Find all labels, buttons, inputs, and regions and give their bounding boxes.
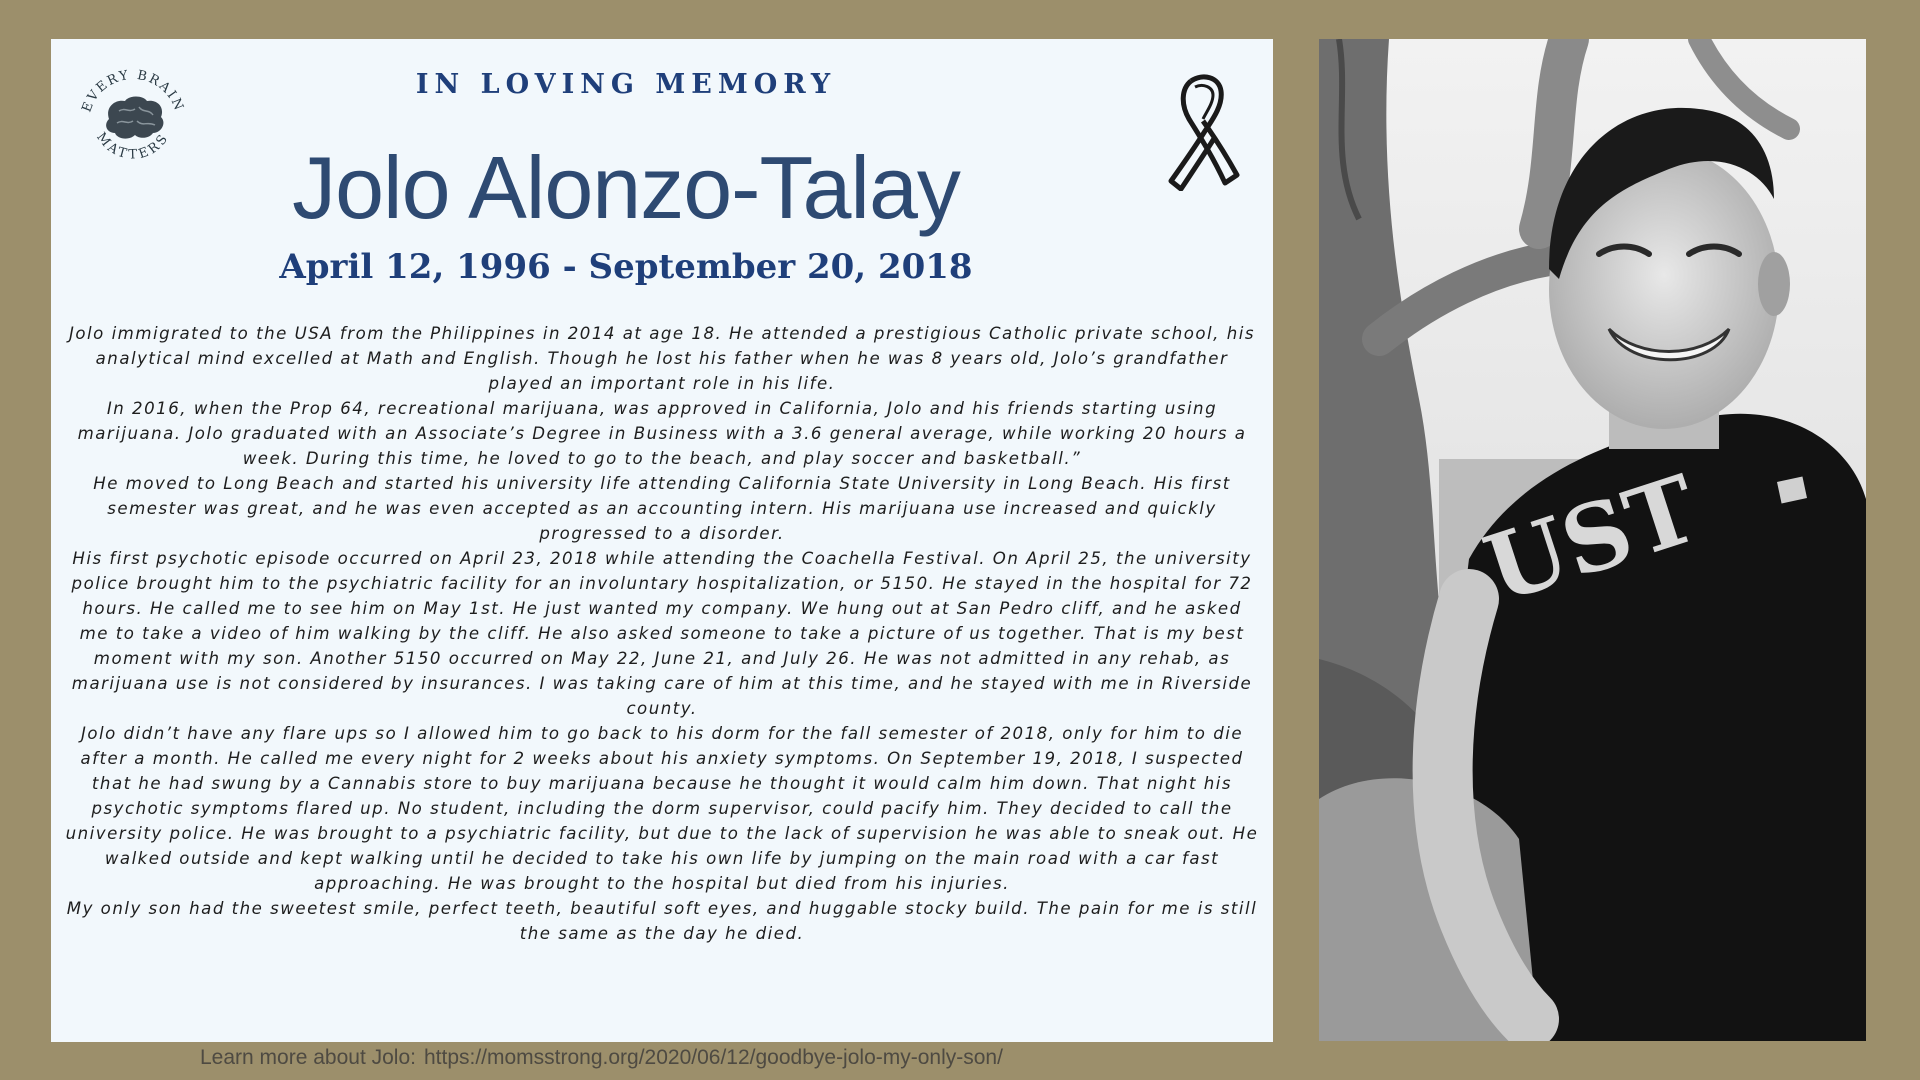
story-paragraph: In 2016, when the Prop 64, recreational marijuana, was approved in California, Jolo and his friends starting using marijuana. Jolo graduated with an Associate’s Degree in Business with a 3.6 general average, while working 20 hours a week. During this time, he loved to go to the beach, and play soccer and basketball.” [77,399,1247,468]
footer-label: Learn more about Jolo: [200,1046,416,1069]
story-paragraph: Jolo didn’t have any flare ups so I allowed him to go back to his dorm for the fall semester of 2018, only for him to die after a month. He called me every night for 2 weeks about his anxiety symptoms. On September 19, 2018, I suspected that he had swung by a Cannabis store to buy marijuana because he thought it would calm him down. That night his psychotic symptoms flared up. No student, including the dorm supervisor, could pacify him. They decided to call the university police. He was brought to a psychiatric facility, but due to the lack of supervision he was able to sneak out. He walked outside and kept walking until he decided to take his own life by jumping on the main road with a car fast approaching. He was brought to the hospital but died from his injuries. [65,724,1259,893]
logo-text-top: EVERY BRAIN [79,67,187,115]
portrait-illustration [1319,39,1866,1041]
footer-link-line [200,1046,1003,1070]
story-paragraph: My only son had the sweetest smile, perfect teeth, beautiful soft eyes, and huggable stocky build. The pain for me is still the same as the day he died. [66,899,1258,943]
memorial-card [51,39,1273,1042]
memorial-photo [1319,39,1866,1041]
in-loving-memory-heading: IN LOVING MEMORY [415,69,837,100]
memorial-name: Jolo Alonzo-Talay [292,138,960,237]
story-paragraph: Jolo immigrated to the USA from the Philippines in 2014 at age 18. He attended a prestigious Catholic private school, his analytical mind excelled at Math and English. Though he lost his father when he was 8 years old, Jolo’s grandfather played an important role in his life. [68,324,1255,393]
memorial-story [65,321,1259,946]
life-dates: April 12, 1996 - September 20, 2018 [279,247,973,287]
story-paragraph: He moved to Long Beach and started his university life attending California State University in Long Beach. His first semester was great, and he was even accepted as an accounting intern. His marijuana use increased and quickly progressed to a disorder. [93,474,1231,543]
footer-url-link[interactable]: https://momsstrong.org/2020/06/12/goodbye-jolo-my-only-son/ [423,1046,1003,1069]
shirt-lettering: UST [1472,454,1711,624]
logo-text-bottom: MATTERS [93,129,173,163]
brain-icon [106,97,163,139]
story-paragraph: His first psychotic episode occurred on April 23, 2018 while attending the Coachella Festival. On April 25, the university police brought him to the psychiatric facility for an involuntary hospitalization, or 5150. He stayed in the hospital for 72 hours. He called me to see him on May 1st. He just wanted my company. We hung out at San Pedro cliff, and he asked me to take a video of him walking by the cliff. He also asked someone to take a picture of us together. That is my best moment with my son. Another 5150 occurred on May 22, June 21, and July 26. He was not admitted in any rehab, as marijuana use is not considered by insurances. I was taking care of him at this time, and he stayed with me in Riverside county. [71,549,1253,718]
